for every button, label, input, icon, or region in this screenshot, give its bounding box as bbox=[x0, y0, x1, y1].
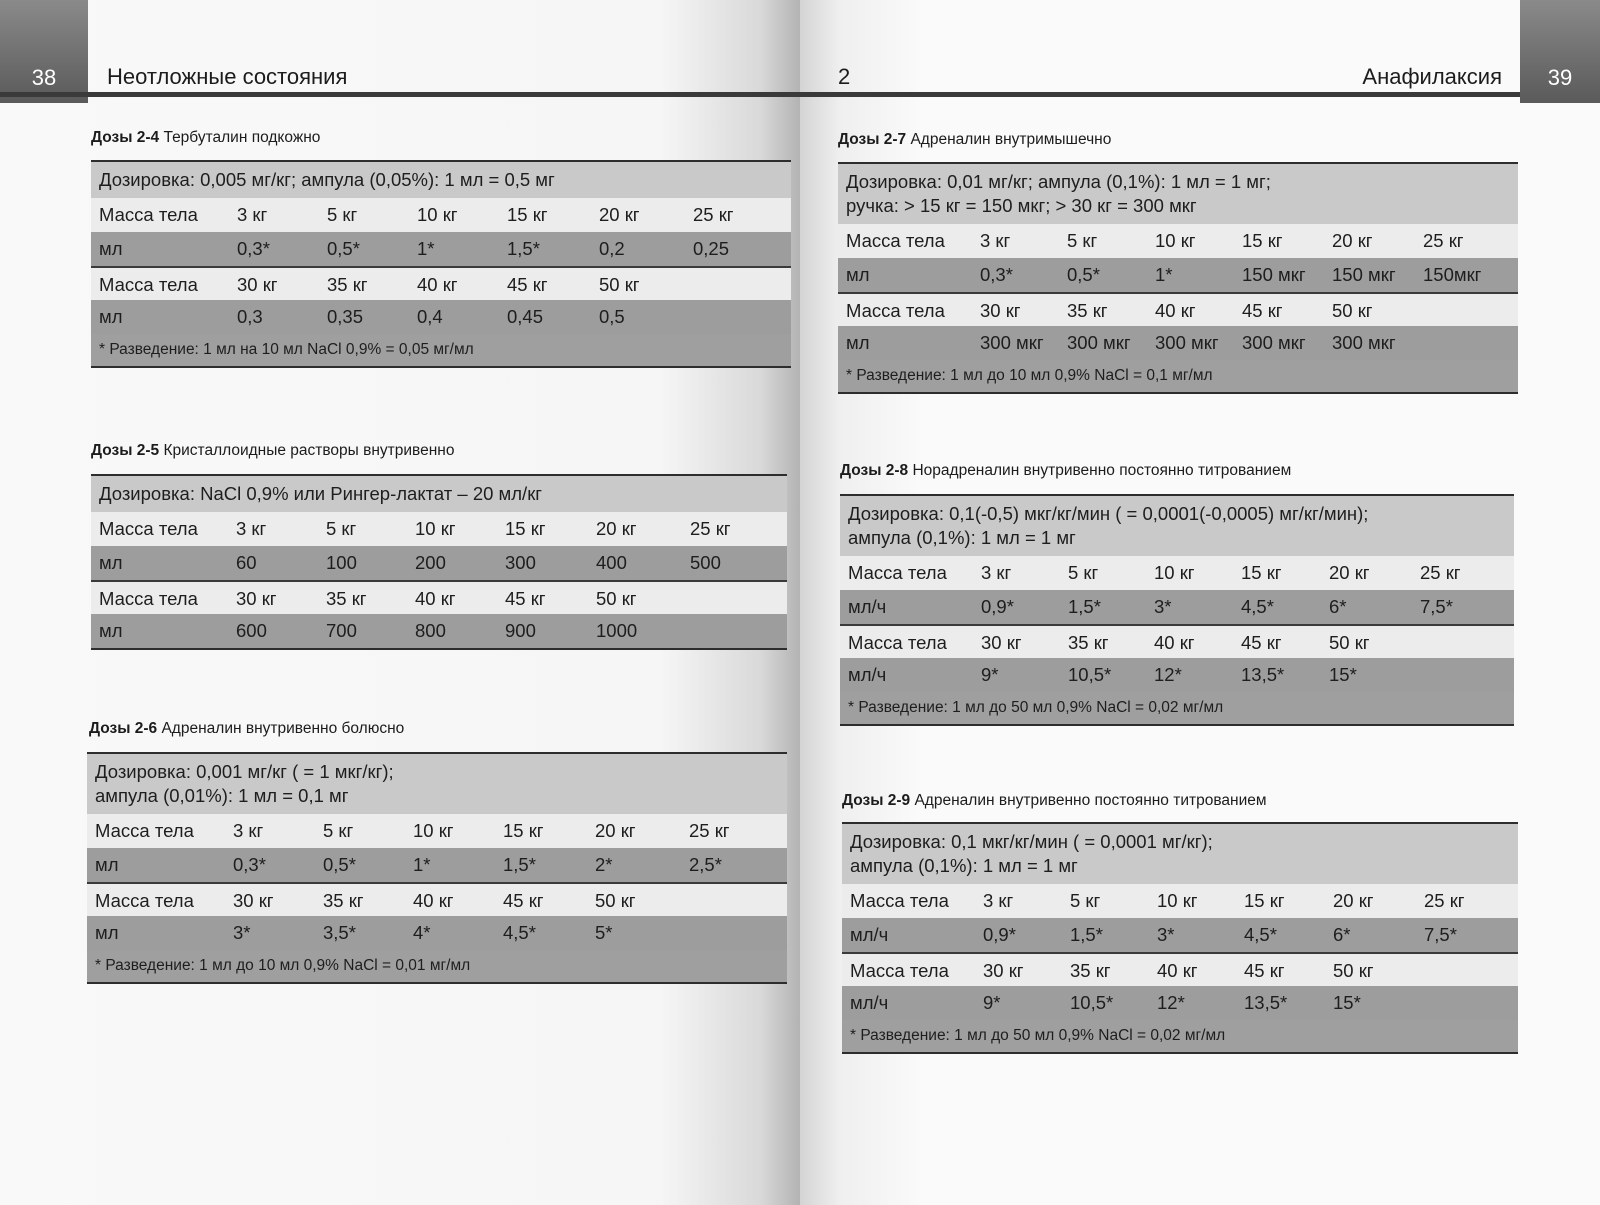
dose-cell: 300 мкг bbox=[1155, 332, 1219, 353]
mass-row bbox=[91, 198, 791, 232]
mass-cell: 30 кг bbox=[983, 960, 1024, 981]
mass-cell: 25 кг bbox=[693, 204, 734, 225]
dose-cell: 0,3* bbox=[233, 854, 266, 875]
dosage-line: ручка: > 15 кг = 150 мкг; > 30 кг = 300 мкг bbox=[846, 195, 1197, 216]
dose-cell: 15* bbox=[1329, 664, 1357, 685]
mass-cell: 15 кг bbox=[507, 204, 548, 225]
mass-cell: 40 кг bbox=[413, 890, 454, 911]
table-caption bbox=[842, 792, 1267, 810]
row-label: мл bbox=[99, 552, 123, 573]
table-title: Норадреналин внутривенно постоянно титрованием bbox=[912, 462, 1292, 479]
dose-cell: 12* bbox=[1154, 664, 1182, 685]
dose-cell: 10,5* bbox=[1068, 664, 1112, 685]
mass-row bbox=[838, 224, 1518, 258]
row-label: Масса тела bbox=[850, 960, 949, 981]
mass-row bbox=[842, 952, 1518, 986]
row-label: Масса тела bbox=[846, 300, 945, 321]
dilution-note: * Разведение: 1 мл до 50 мл 0,9% NaCl = 0,02 мг/мл bbox=[842, 1020, 1518, 1052]
mass-cell: 3 кг bbox=[237, 204, 268, 225]
dose-cell: 150 мкг bbox=[1332, 264, 1396, 285]
dose-cell: 1000 bbox=[596, 620, 638, 641]
dose-cell: 5* bbox=[595, 922, 613, 943]
table-title: Тербуталин подкожно bbox=[163, 129, 321, 146]
mass-cell: 50 кг bbox=[599, 274, 640, 295]
table-number: Дозы 2-8 bbox=[840, 462, 909, 479]
dilution-note: * Разведение: 1 мл до 10 мл 0,9% NaCl = 0,1 мг/мл bbox=[838, 360, 1518, 392]
dose-cell: 10,5* bbox=[1070, 992, 1114, 1013]
dosage-line: ампула (0,01%): 1 мл = 0,1 мг bbox=[95, 785, 349, 806]
mass-row bbox=[91, 266, 791, 300]
mass-row bbox=[91, 512, 787, 546]
dose-cell: 0,3* bbox=[980, 264, 1013, 285]
dose-row bbox=[91, 300, 791, 334]
dose-cell: 300 мкг bbox=[980, 332, 1044, 353]
dose-table bbox=[842, 822, 1518, 1054]
dosage-line: ампула (0,1%): 1 мл = 1 мг bbox=[850, 855, 1078, 876]
dose-cell: 4,5* bbox=[1241, 596, 1274, 617]
mass-cell: 25 кг bbox=[689, 820, 730, 841]
row-label: Масса тела bbox=[95, 820, 194, 841]
dose-cell: 7,5* bbox=[1424, 924, 1457, 945]
mass-cell: 10 кг bbox=[1154, 562, 1195, 583]
mass-row bbox=[87, 882, 787, 916]
mass-row bbox=[91, 580, 787, 614]
row-label: Масса тела bbox=[95, 890, 194, 911]
dose-cell: 3* bbox=[233, 922, 251, 943]
dose-cell: 2,5* bbox=[689, 854, 722, 875]
dose-row bbox=[91, 614, 787, 648]
table-caption bbox=[91, 129, 320, 147]
mass-row bbox=[840, 624, 1514, 658]
mass-cell: 3 кг bbox=[983, 890, 1014, 911]
dose-cell: 9* bbox=[983, 992, 1001, 1013]
mass-cell: 50 кг bbox=[1329, 632, 1370, 653]
mass-cell: 50 кг bbox=[1333, 960, 1374, 981]
dose-cell: 3* bbox=[1157, 924, 1175, 945]
dose-cell: 0,4 bbox=[417, 306, 443, 327]
dosage-header bbox=[91, 476, 787, 512]
mass-row bbox=[87, 814, 787, 848]
dose-cell: 1* bbox=[1155, 264, 1173, 285]
row-label: Масса тела bbox=[99, 588, 198, 609]
mass-cell: 30 кг bbox=[236, 588, 277, 609]
dose-cell: 2* bbox=[595, 854, 613, 875]
dosage-line: Дозировка: 0,005 мг/кг; ампула (0,05%): 1 мл = 0,5 мг bbox=[99, 169, 555, 190]
dose-cell: 0,3 bbox=[237, 306, 263, 327]
dose-cell: 300 мкг bbox=[1242, 332, 1306, 353]
row-label: мл bbox=[95, 854, 119, 875]
dosage-header bbox=[840, 496, 1514, 556]
dose-cell: 600 bbox=[236, 620, 267, 641]
dosage-header bbox=[87, 754, 787, 814]
table-caption bbox=[840, 462, 1291, 480]
mass-cell: 45 кг bbox=[503, 890, 544, 911]
row-label: Масса тела bbox=[99, 274, 198, 295]
dose-cell: 13,5* bbox=[1241, 664, 1285, 685]
dose-cell: 900 bbox=[505, 620, 536, 641]
row-label: мл bbox=[846, 264, 870, 285]
mass-cell: 15 кг bbox=[1244, 890, 1285, 911]
dilution-note: * Разведение: 1 мл до 50 мл 0,9% NaCl = 0,02 мг/мл bbox=[840, 692, 1514, 724]
row-label: мл/ч bbox=[850, 924, 889, 945]
mass-cell: 20 кг bbox=[1329, 562, 1370, 583]
header-rule bbox=[800, 92, 1520, 97]
mass-cell: 5 кг bbox=[1068, 562, 1099, 583]
row-label: мл/ч bbox=[850, 992, 889, 1013]
mass-cell: 3 кг bbox=[236, 518, 267, 539]
dose-cell: 6* bbox=[1329, 596, 1347, 617]
dilution-note: * Разведение: 1 мл на 10 мл NaCl 0,9% = 0,05 мг/мл bbox=[91, 334, 791, 366]
mass-cell: 40 кг bbox=[417, 274, 458, 295]
mass-cell: 35 кг bbox=[1070, 960, 1111, 981]
row-label: Масса тела bbox=[99, 518, 198, 539]
mass-cell: 50 кг bbox=[595, 890, 636, 911]
dose-cell: 12* bbox=[1157, 992, 1185, 1013]
dose-table bbox=[87, 752, 787, 984]
mass-cell: 5 кг bbox=[326, 518, 357, 539]
dose-cell: 300 мкг bbox=[1332, 332, 1396, 353]
dose-cell: 4,5* bbox=[1244, 924, 1277, 945]
table-caption bbox=[91, 442, 454, 460]
dosage-line: Дозировка: 0,1 мкг/кг/мин ( = 0,0001 мг/кг); bbox=[850, 831, 1213, 852]
dose-table bbox=[91, 474, 787, 650]
dose-cell: 800 bbox=[415, 620, 446, 641]
dose-cell: 1,5* bbox=[507, 238, 540, 259]
dose-cell: 0,5 bbox=[599, 306, 625, 327]
row-label: Масса тела bbox=[848, 562, 947, 583]
mass-cell: 50 кг bbox=[1332, 300, 1373, 321]
mass-cell: 15 кг bbox=[503, 820, 544, 841]
dose-row bbox=[838, 326, 1518, 360]
dose-cell: 700 bbox=[326, 620, 357, 641]
mass-cell: 20 кг bbox=[1332, 230, 1373, 251]
row-label: Масса тела bbox=[846, 230, 945, 251]
table-title: Кристаллоидные растворы внутривенно bbox=[163, 442, 455, 459]
dose-cell: 100 bbox=[326, 552, 357, 573]
mass-cell: 10 кг bbox=[415, 518, 456, 539]
dose-cell: 0,35 bbox=[327, 306, 364, 327]
mass-cell: 5 кг bbox=[1070, 890, 1101, 911]
dose-row bbox=[91, 546, 787, 580]
table-caption bbox=[89, 720, 404, 738]
dose-cell: 7,5* bbox=[1420, 596, 1453, 617]
table-number: Дозы 2-9 bbox=[842, 792, 911, 809]
dose-row bbox=[842, 986, 1518, 1020]
table-number: Дозы 2-5 bbox=[91, 442, 160, 459]
dose-cell: 13,5* bbox=[1244, 992, 1288, 1013]
mass-cell: 45 кг bbox=[1241, 632, 1282, 653]
mass-cell: 15 кг bbox=[1241, 562, 1282, 583]
mass-cell: 10 кг bbox=[1157, 890, 1198, 911]
mass-cell: 20 кг bbox=[1333, 890, 1374, 911]
mass-cell: 5 кг bbox=[327, 204, 358, 225]
mass-cell: 3 кг bbox=[233, 820, 264, 841]
dose-row bbox=[842, 918, 1518, 952]
mass-cell: 15 кг bbox=[505, 518, 546, 539]
dosage-header bbox=[91, 162, 791, 198]
dosage-line: ампула (0,1%): 1 мл = 1 мг bbox=[848, 527, 1076, 548]
mass-row bbox=[842, 884, 1518, 918]
mass-cell: 10 кг bbox=[1155, 230, 1196, 251]
dose-cell: 9* bbox=[981, 664, 999, 685]
row-label: Масса тела bbox=[99, 204, 198, 225]
row-label: мл bbox=[846, 332, 870, 353]
row-label: Масса тела bbox=[848, 632, 947, 653]
dose-cell: 300 bbox=[505, 552, 536, 573]
table-number: Дозы 2-4 bbox=[91, 129, 160, 146]
dosage-line: Дозировка: NaCl 0,9% или Рингер-лактат – 20 мл/кг bbox=[99, 483, 543, 504]
mass-cell: 25 кг bbox=[1420, 562, 1461, 583]
dose-row bbox=[87, 916, 787, 950]
dose-table bbox=[838, 162, 1518, 394]
dosage-line: Дозировка: 0,01 мг/кг; ампула (0,1%): 1 мл = 1 мг; bbox=[846, 171, 1271, 192]
mass-cell: 35 кг bbox=[326, 588, 367, 609]
mass-cell: 40 кг bbox=[1154, 632, 1195, 653]
dose-cell: 1* bbox=[417, 238, 435, 259]
mass-cell: 5 кг bbox=[323, 820, 354, 841]
dose-cell: 4* bbox=[413, 922, 431, 943]
dose-cell: 60 bbox=[236, 552, 257, 573]
dose-table bbox=[91, 160, 791, 368]
mass-cell: 40 кг bbox=[415, 588, 456, 609]
mass-cell: 45 кг bbox=[1244, 960, 1285, 981]
mass-cell: 10 кг bbox=[417, 204, 458, 225]
mass-cell: 35 кг bbox=[323, 890, 364, 911]
mass-cell: 40 кг bbox=[1157, 960, 1198, 981]
mass-cell: 5 кг bbox=[1067, 230, 1098, 251]
dose-cell: 0,5* bbox=[327, 238, 360, 259]
dose-cell: 150мкг bbox=[1423, 264, 1482, 285]
mass-cell: 30 кг bbox=[980, 300, 1021, 321]
row-label: мл/ч bbox=[848, 664, 887, 685]
dose-row bbox=[87, 848, 787, 882]
running-head: Анафилаксия bbox=[1362, 64, 1502, 89]
page-number: 38 bbox=[0, 0, 88, 103]
running-head: Неотложные состояния bbox=[107, 64, 348, 89]
dosage-line: Дозировка: 0,1(-0,5) мкг/кг/мин ( = 0,0001(-0,0005) мг/кг/мин); bbox=[848, 503, 1369, 524]
dosage-header bbox=[842, 824, 1518, 884]
table-caption bbox=[838, 131, 1111, 149]
dose-cell: 1,5* bbox=[1070, 924, 1103, 945]
mass-cell: 15 кг bbox=[1242, 230, 1283, 251]
dosage-header bbox=[838, 164, 1518, 224]
mass-cell: 45 кг bbox=[507, 274, 548, 295]
dose-row bbox=[838, 258, 1518, 292]
mass-cell: 30 кг bbox=[233, 890, 274, 911]
mass-cell: 3 кг bbox=[980, 230, 1011, 251]
dose-cell: 200 bbox=[415, 552, 446, 573]
row-label: Масса тела bbox=[850, 890, 949, 911]
mass-cell: 35 кг bbox=[1067, 300, 1108, 321]
dose-cell: 0,5* bbox=[323, 854, 356, 875]
dose-cell: 0,45 bbox=[507, 306, 544, 327]
mass-cell: 25 кг bbox=[1424, 890, 1465, 911]
dosage-line: Дозировка: 0,001 мг/кг ( = 1 мкг/кг); bbox=[95, 761, 394, 782]
dose-cell: 0,5* bbox=[1067, 264, 1100, 285]
dose-cell: 0,3* bbox=[237, 238, 270, 259]
mass-cell: 20 кг bbox=[595, 820, 636, 841]
row-label: мл/ч bbox=[848, 596, 887, 617]
dose-row bbox=[840, 590, 1514, 624]
dose-cell: 0,9* bbox=[983, 924, 1016, 945]
row-label: мл bbox=[99, 620, 123, 641]
dose-cell: 500 bbox=[690, 552, 721, 573]
dose-cell: 15* bbox=[1333, 992, 1361, 1013]
mass-row bbox=[838, 292, 1518, 326]
mass-cell: 20 кг bbox=[599, 204, 640, 225]
dose-cell: 150 мкг bbox=[1242, 264, 1306, 285]
table-number: Дозы 2-7 bbox=[838, 131, 907, 148]
dose-cell: 1,5* bbox=[503, 854, 536, 875]
dose-cell: 300 мкг bbox=[1067, 332, 1131, 353]
header-rule bbox=[0, 92, 800, 97]
mass-cell: 50 кг bbox=[596, 588, 637, 609]
dose-cell: 1,5* bbox=[1068, 596, 1101, 617]
dilution-note: * Разведение: 1 мл до 10 мл 0,9% NaCl = 0,01 мг/мл bbox=[87, 950, 787, 982]
mass-cell: 40 кг bbox=[1155, 300, 1196, 321]
mass-cell: 45 кг bbox=[1242, 300, 1283, 321]
chapter-number: 2 bbox=[838, 64, 851, 89]
mass-cell: 10 кг bbox=[413, 820, 454, 841]
row-label: мл bbox=[99, 306, 123, 327]
mass-cell: 45 кг bbox=[505, 588, 546, 609]
mass-cell: 35 кг bbox=[1068, 632, 1109, 653]
mass-cell: 30 кг bbox=[981, 632, 1022, 653]
dose-row bbox=[840, 658, 1514, 692]
dose-cell: 4,5* bbox=[503, 922, 536, 943]
dose-cell: 400 bbox=[596, 552, 627, 573]
mass-row bbox=[840, 556, 1514, 590]
dose-cell: 6* bbox=[1333, 924, 1351, 945]
dose-cell: 3* bbox=[1154, 596, 1172, 617]
table-number: Дозы 2-6 bbox=[89, 720, 158, 737]
dose-cell: 0,25 bbox=[693, 238, 730, 259]
mass-cell: 35 кг bbox=[327, 274, 368, 295]
table-title: Адреналин внутримышечно bbox=[910, 131, 1112, 148]
mass-cell: 25 кг bbox=[1423, 230, 1464, 251]
dose-row bbox=[91, 232, 791, 266]
table-title: Адреналин внутривенно болюсно bbox=[161, 720, 405, 737]
row-label: мл bbox=[99, 238, 123, 259]
row-label: мл bbox=[95, 922, 119, 943]
mass-cell: 3 кг bbox=[981, 562, 1012, 583]
dose-cell: 0,9* bbox=[981, 596, 1014, 617]
dose-cell: 3,5* bbox=[323, 922, 356, 943]
dose-table bbox=[840, 494, 1514, 726]
page-number: 39 bbox=[1520, 0, 1600, 103]
dose-cell: 0,2 bbox=[599, 238, 625, 259]
mass-cell: 20 кг bbox=[596, 518, 637, 539]
table-title: Адреналин внутривенно постоянно титрованием bbox=[914, 792, 1267, 809]
right-page bbox=[800, 0, 1600, 1205]
mass-cell: 30 кг bbox=[237, 274, 278, 295]
dose-cell: 1* bbox=[413, 854, 431, 875]
mass-cell: 25 кг bbox=[690, 518, 731, 539]
